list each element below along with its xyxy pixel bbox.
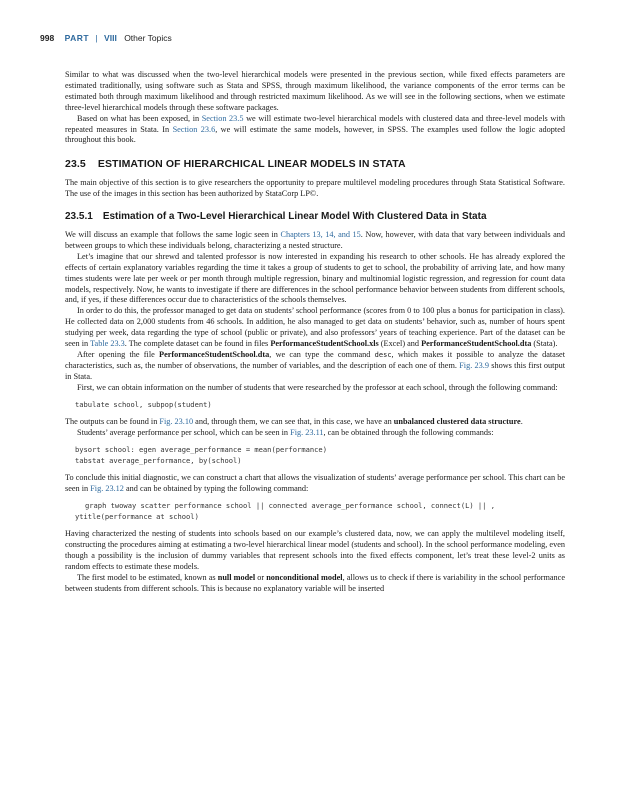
body-paragraph-3: In order to do this, the professor managed to get data on students’ school performance (scores from 0 to 100 plus a bonus for participation in class). He collected data on 2,000 students from 46 schools. In addition, he also managed to get data on students’ behavior, such as, number of hours spent studying per week, data regarding the type of school (public or private), and also professors’ years of teaching experience. Part of the dataset can be seen in Table 23.3. The complete dataset can be found in files PerformanceStudentSchool.xls (Excel) and PerformanceStudentSchool.dta (Stata). — [65, 306, 565, 349]
body-paragraph-5: First, we can obtain information on the number of students that were researched by the professor at each school, through the following command: — [77, 382, 558, 392]
xref-table-23-3[interactable]: Table 23.3 — [90, 339, 125, 349]
part-number: VIII — [104, 33, 117, 43]
xref-section-23-5[interactable]: Section 23.5 — [201, 113, 244, 123]
code-block-graph: graph twoway scatter performance school || connected average_performance school, connect(L) || , ytitle(performance at school) — [75, 500, 495, 521]
bold-term-nonconditional: nonconditional model — [266, 572, 343, 582]
header-separator: | — [95, 33, 98, 43]
body-paragraph-7: Students’ average performance per school, which can be seen in Fig. 23.11, can be obtained through the following commands: — [77, 428, 494, 438]
xref-fig-23-12[interactable]: Fig. 23.12 — [90, 484, 124, 494]
xref-fig-23-9[interactable]: Fig. 23.9 — [459, 360, 489, 370]
page-number: 998 — [40, 33, 55, 43]
filename-dta: PerformanceStudentSchool.dta — [421, 339, 532, 349]
xref-section-23-6[interactable]: Section 23.6 — [172, 124, 216, 134]
xref-fig-23-11[interactable]: Fig. 23.11 — [290, 428, 324, 438]
part-title: Other Topics — [124, 33, 172, 43]
intro-paragraph-2: Based on what has been exposed, in Section 23.5 we will estimate two-level hierarchical models with clustered data and three-level models with repeated measures in Stata. In Section 23.6, we will estimate the same models, however, in SPSS. The examples used follow the logic adopted throughout this book. — [65, 113, 566, 145]
code-block-tabulate: tabulate school, subpop(student) — [75, 399, 212, 409]
body-paragraph-4: After opening the file PerformanceStudentSchool.dta, we can type the command desc, which makes it possible to analyze the dataset characteristics, such as, the number of observations, the number of variables, and the description of each one of them. Fig. 23.9 shows this first output in Stata. — [65, 349, 565, 381]
intro-paragraph-1: Similar to what was discussed when the two-level hierarchical models were presented in the previous section, while fixed effects parameters are estimated traditionally, using software such as Stata and SPSS, through maximum likelihood, the variance components of the error terms can be estimated both through maximum likelihood and through restricted maximum likelihood. As we will see in the following sections, when we estimate three-level hierarchical models through these software packages. — [65, 70, 565, 112]
body-paragraph-6: The outputs can be found in Fig. 23.10 and, through them, we can see that, in this case, we have an unbalanced clustered data structure. — [65, 417, 523, 427]
body-paragraph-10: The first model to be estimated, known as null model or nonconditional model, allows us to check if there is variability in the school performance between students from different schools. This is because no explanatory variable will be inserted — [65, 572, 566, 593]
running-header — [40, 33, 172, 43]
body-paragraph-8: To conclude this initial diagnostic, we can construct a chart that allows the visualization of students’ average performance per school. This chart can be seen in Fig. 23.12 and can be obtained by typing the following command: — [65, 473, 565, 494]
part-label: PART — [64, 33, 90, 43]
filename-xls: PerformanceStudentSchool.xls — [270, 339, 379, 349]
subsection-heading-23-5-1: 23.5.1 Estimation of a Two-Level Hierarchical Linear Model With Clustered Data in Stata — [65, 211, 487, 223]
xref-chapters[interactable]: Chapters 13, 14, and 15 — [280, 229, 361, 239]
bold-term-unbalanced: unbalanced clustered data structure — [393, 417, 521, 427]
body-paragraph-2: Let’s imagine that our shrewd and talented professor is now interested in expanding his research to other schools. He has already explored the effects of certain explanatory variables regarding the time it takes a group of students to get to school, the probability of arriving late, and how many times students were late per week or per month through multiple regression, binary and multinomial logistic regression, and regression for count data models, respectively. Now, he wants to investigate if there are differences in the school performance behavior between students from different schools, and, if yes, if these differences occur due to characteristics of the schools themselves. — [65, 251, 565, 305]
section-heading-23-5: 23.5 ESTIMATION OF HIERARCHICAL LINEAR MODELS IN STATA — [65, 158, 406, 171]
bold-term-null-model: null model — [217, 572, 256, 582]
page-body — [65, 70, 565, 595]
filename-dta-2: PerformanceStudentSchool.dta — [159, 349, 270, 359]
inline-command-desc: desc — [374, 350, 392, 359]
body-paragraph-1: We will discuss an example that follows the same logic seen in Chapters 13, 14, and 15. Now, however, with data that vary between individuals and between groups to which these individuals belong, characterizing a nested structure. — [65, 229, 565, 250]
body-paragraph-9: Having characterized the nesting of students into schools based on our example’s clustered data, now, we can apply the multilevel modeling itself, constructing the procedures aiming at estimating a two-level hierarchical linear model (students and school). In the school performance modeling, even though a possibility is the inclusion of dummy variables that represent schools into the fixed effects component, let’s treat these level-2 units as random effects to estimate these models. — [65, 529, 565, 571]
code-block-bysort: bysort school: egen average_performance = mean(performance) tabstat average_performance, by(school) — [75, 444, 327, 465]
section-23-5-paragraph: The main objective of this section is to give researchers the opportunity to prepare multilevel modeling procedures through Stata Statistical Software. The use of the images in this section has been authorized by StataCorp LP©. — [65, 178, 565, 199]
xref-fig-23-10[interactable]: Fig. 23.10 — [159, 417, 194, 427]
